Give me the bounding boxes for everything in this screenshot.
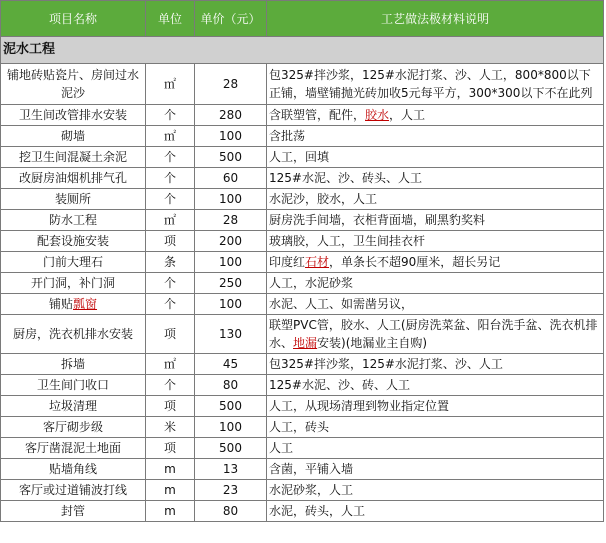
item-price: 45 xyxy=(195,354,267,375)
item-price: 500 xyxy=(195,438,267,459)
item-price: 28 xyxy=(195,64,267,105)
item-name: 拆墙 xyxy=(1,354,146,375)
item-price: 80 xyxy=(195,501,267,522)
item-description xyxy=(267,480,604,501)
description-text: 含联塑管，配件， xyxy=(269,108,366,122)
item-price: 250 xyxy=(195,273,267,294)
item-description xyxy=(267,168,604,189)
item-price: 200 xyxy=(195,231,267,252)
item-description xyxy=(267,126,604,147)
item-name: 防水工程 xyxy=(1,210,146,231)
table-row xyxy=(1,438,604,459)
item-name: 客厅砌步级 xyxy=(1,417,146,438)
description-text: 水泥砂浆，人工 xyxy=(269,483,354,497)
item-unit: 项 xyxy=(146,231,195,252)
item-name: 厨房，洗衣机排水安装 xyxy=(1,315,146,354)
description-text: 包325#拌沙浆，125#水泥打浆、沙、人工 xyxy=(269,357,503,371)
item-description xyxy=(267,252,604,273)
header-name: 项目名称 xyxy=(1,1,146,37)
description-text: 玻璃胶，人工，卫生间挂衣杆 xyxy=(269,234,426,248)
item-price: 100 xyxy=(195,189,267,210)
item-unit: m xyxy=(146,501,195,522)
table-row xyxy=(1,294,604,315)
item-price: 23 xyxy=(195,480,267,501)
description-text: 水泥沙，胶水，人工 xyxy=(269,192,378,206)
item-unit: 个 xyxy=(146,168,195,189)
item-description xyxy=(267,189,604,210)
description-text: 水泥、人工、如需凿另议， xyxy=(269,297,414,311)
description-text: 人工，砖头 xyxy=(269,420,330,434)
item-description xyxy=(267,501,604,522)
table-row xyxy=(1,64,604,105)
item-description xyxy=(267,273,604,294)
item-name: 客厅或过道铺波打线 xyxy=(1,480,146,501)
item-name: 卫生间门收口 xyxy=(1,375,146,396)
table-row xyxy=(1,480,604,501)
item-description xyxy=(267,354,604,375)
item-price: 100 xyxy=(195,294,267,315)
item-unit: 项 xyxy=(146,438,195,459)
table-row xyxy=(1,417,604,438)
item-description xyxy=(267,294,604,315)
item-price: 28 xyxy=(195,210,267,231)
item-name: 客厅凿混泥土地面 xyxy=(1,438,146,459)
item-price: 130 xyxy=(195,315,267,354)
description-text: 125#水泥、沙、砖头、人工 xyxy=(269,171,422,185)
header-price: 单价（元） xyxy=(195,1,267,37)
description-text: 印度红 xyxy=(269,255,306,269)
table-row xyxy=(1,210,604,231)
header-unit: 单位 xyxy=(146,1,195,37)
item-description xyxy=(267,459,604,480)
table-row xyxy=(1,126,604,147)
item-price: 60 xyxy=(195,168,267,189)
item-description xyxy=(267,315,604,354)
description-text: 125#水泥、沙、砖、人工 xyxy=(269,378,410,392)
item-description xyxy=(267,417,604,438)
item-price: 13 xyxy=(195,459,267,480)
item-price: 500 xyxy=(195,396,267,417)
item-name: 门前大理石 xyxy=(1,252,146,273)
highlighted-text: 地漏 xyxy=(293,336,318,350)
item-description xyxy=(267,147,604,168)
item-unit: 个 xyxy=(146,273,195,294)
table-row xyxy=(1,147,604,168)
item-price: 100 xyxy=(195,252,267,273)
description-text: 人工 xyxy=(269,441,294,455)
table-row xyxy=(1,501,604,522)
item-unit: 个 xyxy=(146,105,195,126)
item-unit: ㎡ xyxy=(146,210,195,231)
section-row xyxy=(1,37,604,64)
item-name: 卫生间改管排水安装 xyxy=(1,105,146,126)
table-row xyxy=(1,396,604,417)
table-row xyxy=(1,375,604,396)
item-unit: 个 xyxy=(146,147,195,168)
description-text: 人工，水泥砂浆 xyxy=(269,276,354,290)
table-row xyxy=(1,231,604,252)
item-description xyxy=(267,210,604,231)
description-text: 包325#拌沙浆，125#水泥打浆、沙、人工，800*800以下正铺，墙壁铺抛光砖加收5元每平方，300*300以下不在此列 xyxy=(269,68,593,100)
description-text: 人工，回填 xyxy=(269,150,330,164)
highlighted-text: 胶水 xyxy=(365,108,390,122)
table-row xyxy=(1,273,604,294)
description-text: 水泥，砖头，人工 xyxy=(269,504,366,518)
item-description xyxy=(267,396,604,417)
item-description xyxy=(267,105,604,126)
item-price: 100 xyxy=(195,126,267,147)
table-row xyxy=(1,315,604,354)
description-text: ，人工 xyxy=(389,108,426,122)
item-price: 100 xyxy=(195,417,267,438)
item-name: 贴墙角线 xyxy=(1,459,146,480)
description-text: 人工，从现场清理到物业指定位置 xyxy=(269,399,450,413)
item-price: 500 xyxy=(195,147,267,168)
table-row xyxy=(1,105,604,126)
highlighted-text: 石材 xyxy=(305,255,330,269)
item-name: 装厕所 xyxy=(1,189,146,210)
item-name: 铺地砖贴瓷片、房间过水泥沙 xyxy=(1,64,146,105)
table-row xyxy=(1,252,604,273)
item-unit: 项 xyxy=(146,396,195,417)
description-text: 含批荡 xyxy=(269,129,306,143)
item-unit: ㎡ xyxy=(146,126,195,147)
item-description xyxy=(267,64,604,105)
item-unit: m xyxy=(146,459,195,480)
description-text: 安装)(地漏业主自购) xyxy=(317,336,428,350)
item-unit: ㎡ xyxy=(146,64,195,105)
item-description xyxy=(267,375,604,396)
item-description xyxy=(267,231,604,252)
item-name: 铺贴瓢窗 xyxy=(1,294,146,315)
item-unit: ㎡ xyxy=(146,354,195,375)
item-name: 砌墙 xyxy=(1,126,146,147)
item-unit: 项 xyxy=(146,315,195,354)
item-price: 80 xyxy=(195,375,267,396)
header-desc: 工艺做法极材料说明 xyxy=(267,1,604,37)
description-text: 含菌，平铺入墙 xyxy=(269,462,354,476)
item-unit: 个 xyxy=(146,189,195,210)
item-unit: 个 xyxy=(146,294,195,315)
item-name: 挖卫生间混凝土余泥 xyxy=(1,147,146,168)
description-text: ，单条长不超90厘米，超长另记 xyxy=(329,255,501,269)
item-unit: m xyxy=(146,480,195,501)
table-row xyxy=(1,459,604,480)
table-row xyxy=(1,189,604,210)
description-text: 厨房洗手间墙，衣柜背面墙，刷黑豹奖料 xyxy=(269,213,486,227)
item-unit: 条 xyxy=(146,252,195,273)
item-name: 开门洞，补门洞 xyxy=(1,273,146,294)
table-row xyxy=(1,354,604,375)
section-title: 泥水工程 xyxy=(1,37,604,64)
table-header-row xyxy=(1,1,604,37)
item-name: 垃圾清理 xyxy=(1,396,146,417)
item-unit: 个 xyxy=(146,375,195,396)
item-name: 改厨房油烟机排气孔 xyxy=(1,168,146,189)
item-name: 封管 xyxy=(1,501,146,522)
item-price: 280 xyxy=(195,105,267,126)
item-unit: 米 xyxy=(146,417,195,438)
table-row xyxy=(1,168,604,189)
item-description xyxy=(267,438,604,459)
item-name: 配套设施安装 xyxy=(1,231,146,252)
description-text: 联塑PVC管，胶水、人工(厨房洗菜盆、阳台洗手盆、洗衣机排水、 xyxy=(269,318,598,350)
